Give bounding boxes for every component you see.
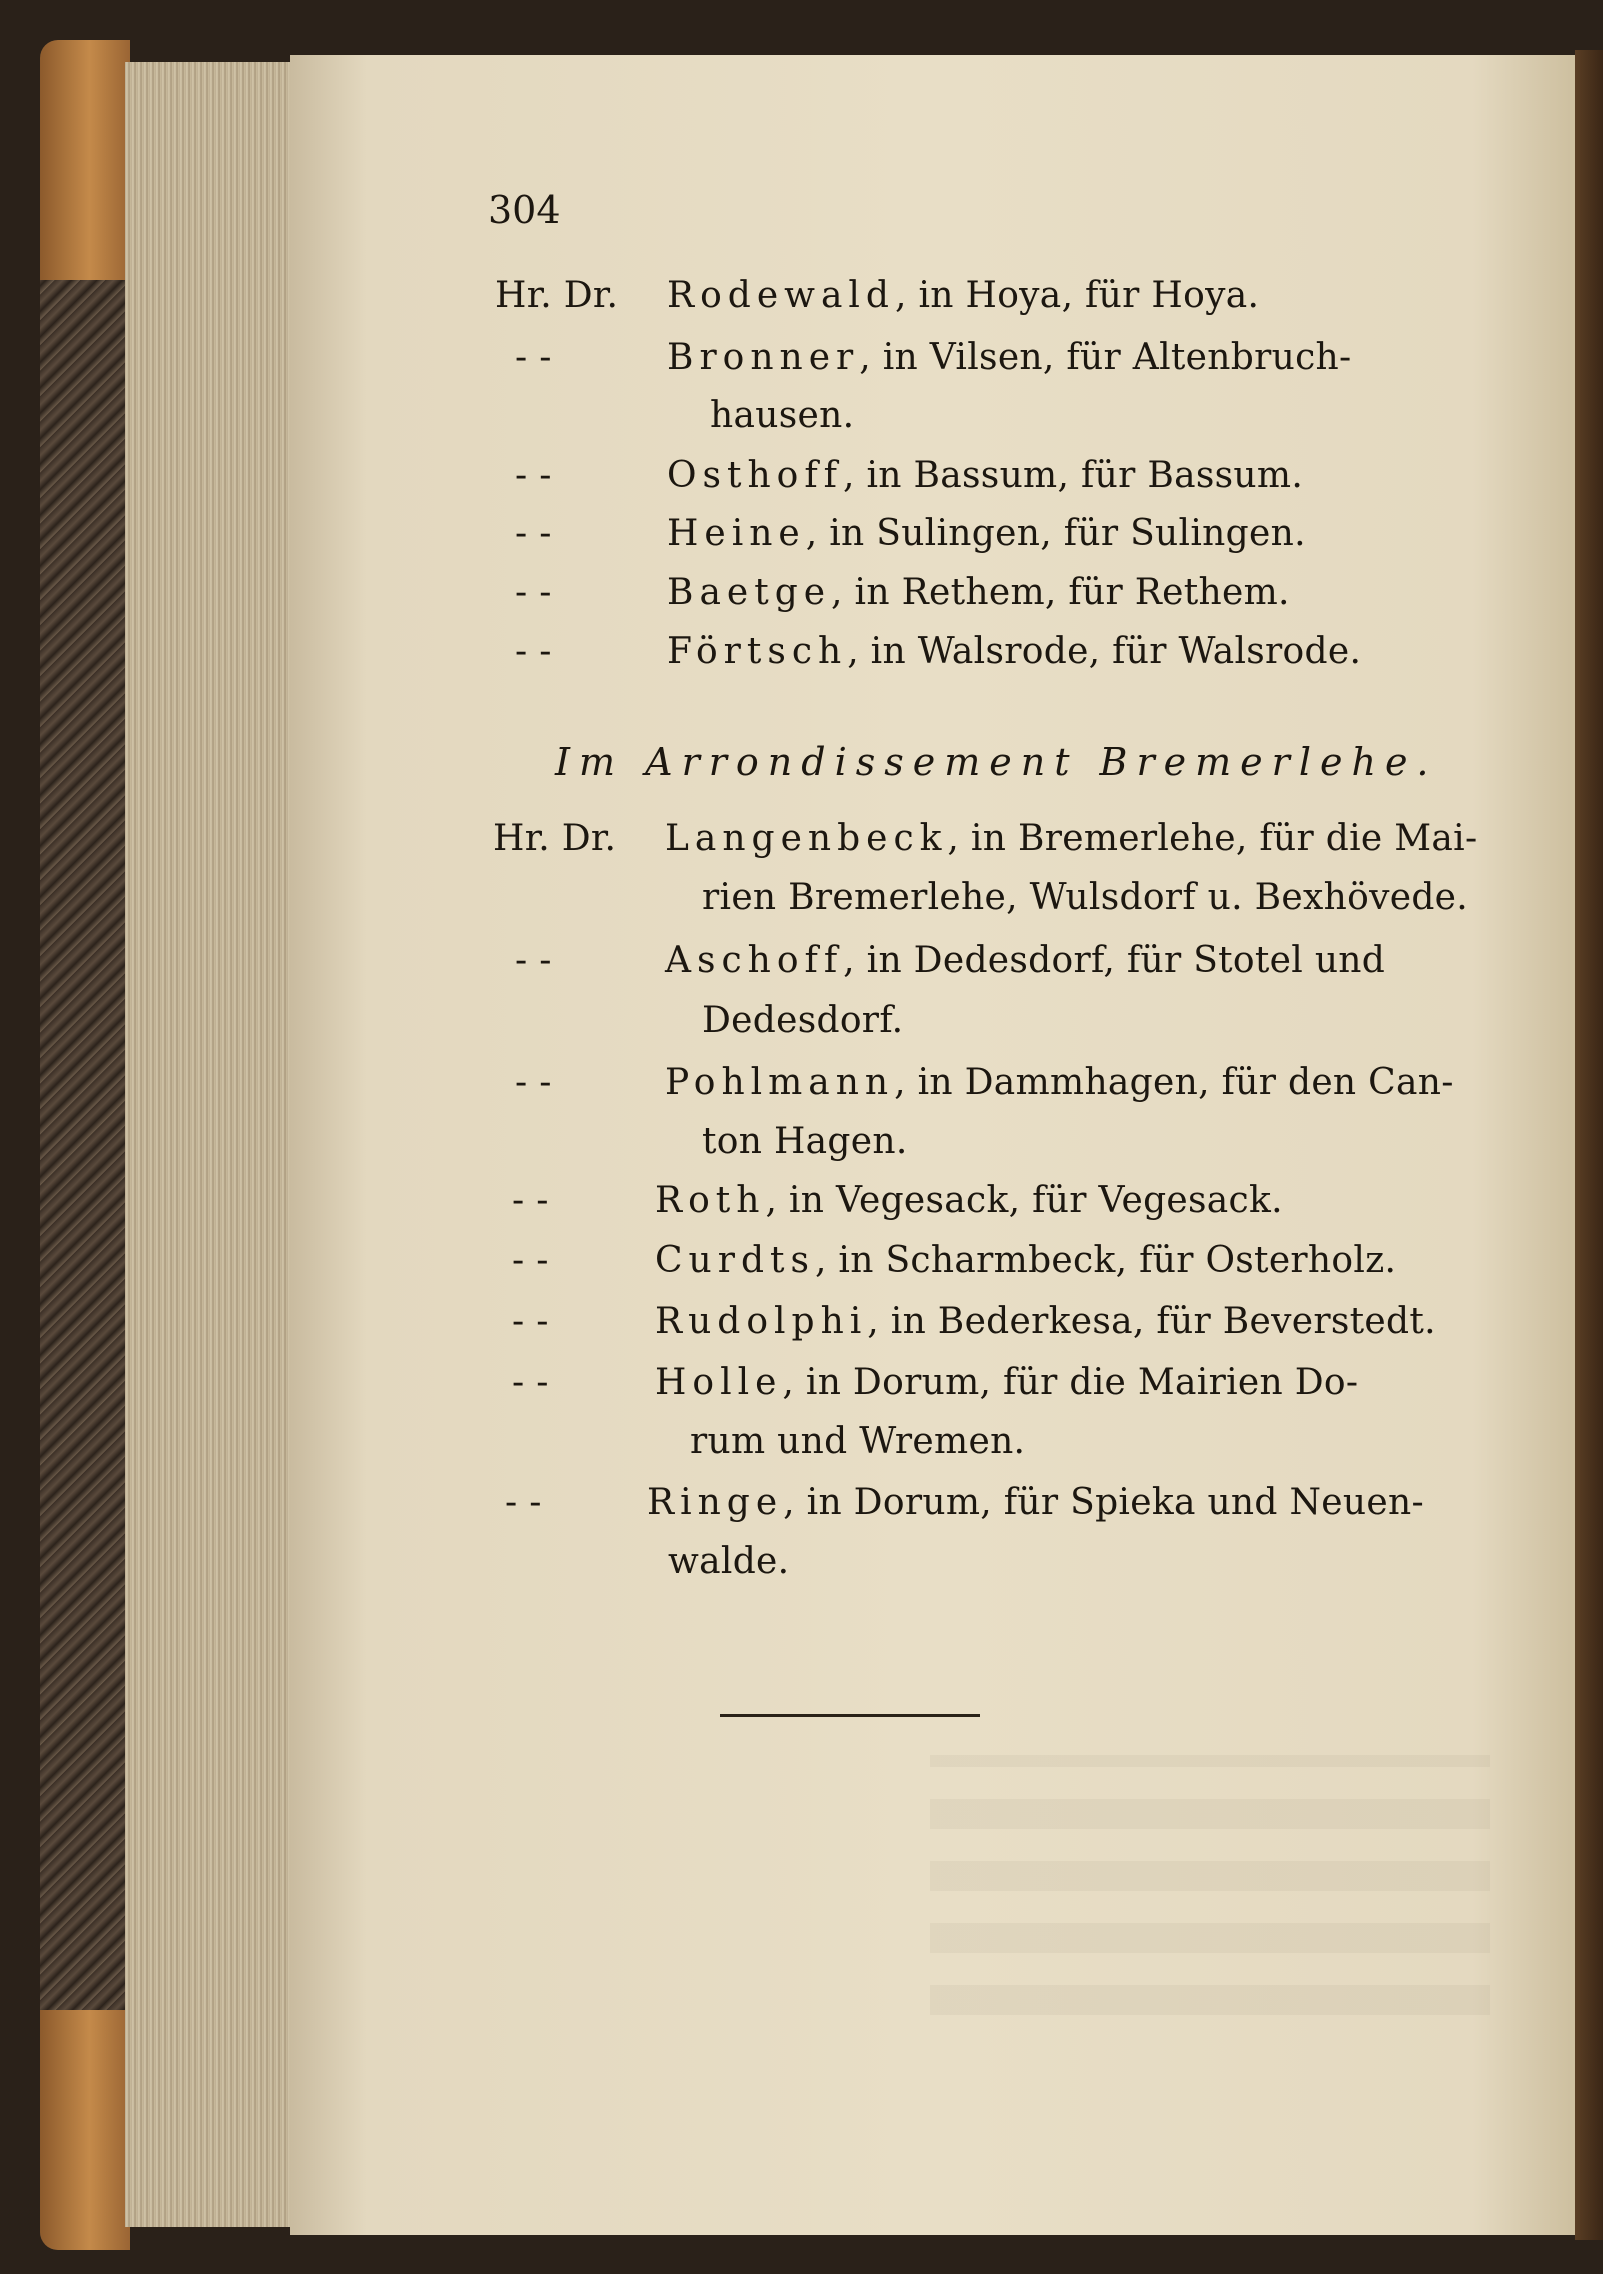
list-item bbox=[515, 513, 1306, 554]
entry-name: Ringe bbox=[647, 1482, 784, 1523]
entry-prefix: - - bbox=[512, 1301, 549, 1342]
list-item bbox=[493, 818, 1478, 859]
entry-detail: , in Dammhagen, für den Can- bbox=[894, 1062, 1454, 1103]
page-edges bbox=[125, 62, 305, 2227]
entry-detail: , in Bremerlehe, für die Mai- bbox=[947, 818, 1478, 859]
entry-name: Roth bbox=[655, 1180, 766, 1221]
entry-prefix: Hr. Dr. bbox=[493, 818, 617, 859]
section-heading: Im Arrondissement Bremerlehe. bbox=[555, 740, 1438, 784]
entry-detail: , in Dorum, für die Mairien Do- bbox=[782, 1362, 1359, 1403]
entry-prefix: - - bbox=[515, 631, 552, 672]
entry-name: Osthoff bbox=[667, 455, 843, 496]
entry-detail: , in Rethem, für Rethem. bbox=[831, 572, 1290, 613]
entry-detail: , in Vegesack, für Vegesack. bbox=[765, 1180, 1283, 1221]
entry-detail: , in Dorum, für Spieka und Neuen- bbox=[783, 1482, 1424, 1523]
entry-name: Baetge bbox=[667, 572, 832, 613]
entry-prefix: - - bbox=[505, 1482, 542, 1523]
entry-prefix: - - bbox=[515, 513, 552, 554]
entry-prefix: - - bbox=[515, 455, 552, 496]
entry-prefix: Hr. Dr. bbox=[495, 275, 619, 316]
list-item-continuation: hausen. bbox=[710, 395, 855, 436]
entry-prefix: - - bbox=[515, 572, 552, 613]
entry-detail: , in Walsrode, für Walsrode. bbox=[847, 631, 1362, 672]
list-item bbox=[515, 455, 1304, 496]
entry-name: Curdts bbox=[655, 1240, 815, 1281]
page-number: 304 bbox=[488, 188, 561, 232]
list-item bbox=[512, 1240, 1397, 1281]
entry-name: Holle bbox=[655, 1362, 783, 1403]
entry-prefix: - - bbox=[512, 1240, 549, 1281]
list-item bbox=[512, 1362, 1359, 1403]
leather-corner-bottom bbox=[40, 2010, 130, 2250]
list-item bbox=[495, 275, 1260, 316]
entry-name: Bronner bbox=[667, 337, 860, 378]
divider-rule bbox=[720, 1714, 980, 1717]
list-item-continuation: walde. bbox=[668, 1541, 790, 1582]
list-item bbox=[505, 1482, 1424, 1523]
marbled-cover bbox=[40, 40, 130, 2250]
entry-prefix: - - bbox=[512, 1362, 549, 1403]
entry-name: Förtsch bbox=[667, 631, 848, 672]
entry-detail: , in Hoya, für Hoya. bbox=[894, 275, 1260, 316]
entry-name: Rodewald bbox=[667, 275, 895, 316]
entry-detail: , in Scharmbeck, für Osterholz. bbox=[814, 1240, 1397, 1281]
entry-name: Rudolphi bbox=[655, 1301, 868, 1342]
list-item-continuation: rien Bremerlehe, Wulsdorf u. Bexhövede. bbox=[702, 877, 1469, 918]
entry-name: Langenbeck bbox=[665, 818, 948, 859]
list-item bbox=[515, 940, 1386, 981]
right-page-edge bbox=[1575, 50, 1603, 2240]
list-item bbox=[512, 1301, 1436, 1342]
entry-prefix: - - bbox=[515, 1062, 552, 1103]
entry-detail: , in Bederkesa, für Beverstedt. bbox=[867, 1301, 1436, 1342]
list-item bbox=[515, 337, 1352, 378]
list-item-continuation: ton Hagen. bbox=[702, 1121, 908, 1162]
entry-name: Aschoff bbox=[665, 940, 844, 981]
list-item-continuation: Dedesdorf. bbox=[702, 1000, 904, 1041]
list-item bbox=[515, 1062, 1454, 1103]
entry-detail: , in Bassum, für Bassum. bbox=[842, 455, 1304, 496]
list-item bbox=[515, 631, 1362, 672]
page-content bbox=[290, 55, 1575, 2235]
entry-name: Heine bbox=[667, 513, 806, 554]
entry-name: Pohlmann bbox=[665, 1062, 895, 1103]
list-item bbox=[515, 572, 1290, 613]
entry-detail: , in Dedesdorf, für Stotel und bbox=[843, 940, 1386, 981]
list-item-continuation: rum und Wremen. bbox=[690, 1421, 1026, 1462]
entry-prefix: - - bbox=[512, 1180, 549, 1221]
entry-prefix: - - bbox=[515, 940, 552, 981]
entry-prefix: - - bbox=[515, 337, 552, 378]
list-item bbox=[512, 1180, 1283, 1221]
leather-corner-top bbox=[40, 40, 130, 280]
entry-detail: , in Sulingen, für Sulingen. bbox=[805, 513, 1306, 554]
book-page bbox=[290, 55, 1575, 2235]
entry-detail: , in Vilsen, für Altenbruch- bbox=[859, 337, 1352, 378]
